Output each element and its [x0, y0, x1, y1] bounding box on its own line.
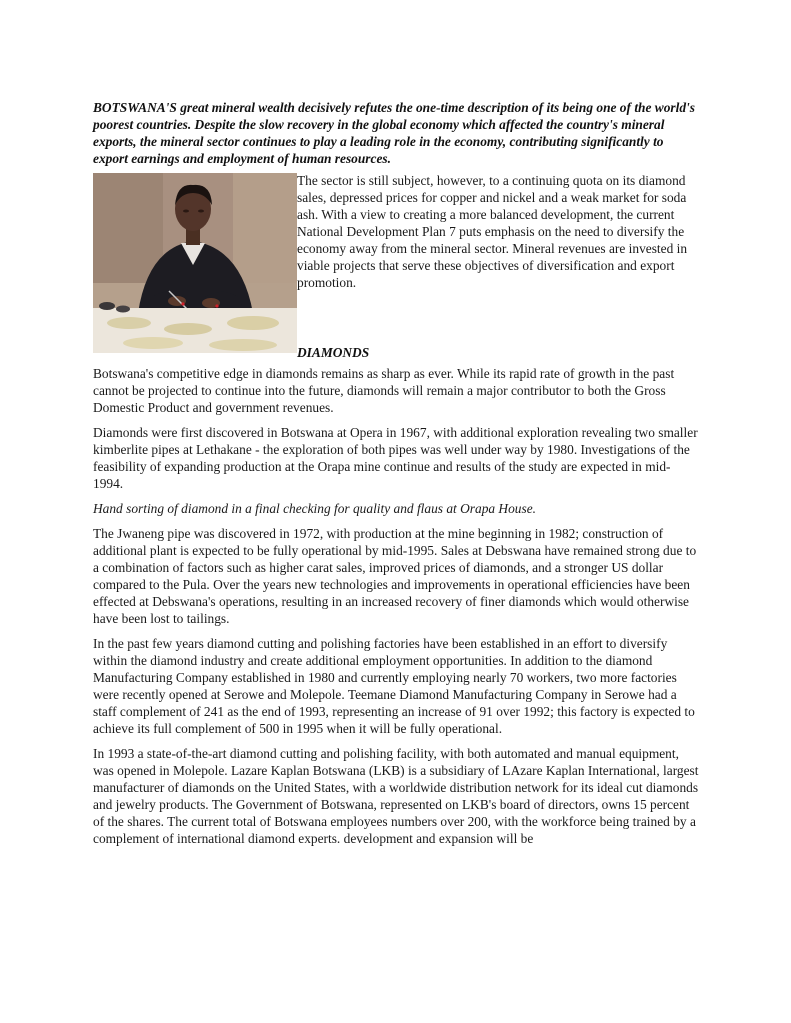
figure-row — [93, 173, 699, 360]
intro-paragraph: BOTSWANA'S great mineral wealth decisively refutes the one-time description of its being one of the world's poorest countries. Despite the slow recovery in the global economy which affected the country's mineral exports, the mineral sector continues to play a leading role in the economy, contributing significantly to export earnings and employment of human resources. — [93, 100, 695, 166]
body-paragraph: Diamonds were first discovered in Botswana at Opera in 1967, with additional exploration revealing two smaller kimberlite pipes at Lethakane - the exploration of both pipes was well under way by 1980. Investigations of the feasibility of expanding production at the Orapa mine continue and results of the study are expected in mid-1994. — [93, 425, 698, 491]
side-paragraph: The sector is still subject, however, to a continuing quota on its diamond sales, depressed prices for copper and nickel and a weak market for soda ash. With a view to creating a more balanced development, the current National Development Plan 7 puts emphasis on the need to diversify the economy away from the mineral sector. Mineral revenues are invested in viable projects that serve these objectives of diversification and export promotion. — [297, 173, 688, 290]
photo-illustration — [93, 173, 297, 353]
section-heading-diamonds: DIAMONDS — [297, 345, 370, 360]
body-paragraph: In the past few years diamond cutting and polishing factories have been established in an effort to diversify within the diamond industry and create additional employment opportunities. In addition to the diamond Manufacturing Company established in 1980 and currently employing nearly 70 workers, two more factories were recently opened at Serowe and Molepole. Teemane Diamond Manufacturing Company in Serowe had a staff complement of 241 as the end of 1993, representing an increase of 91 over 1992; this factory is expected to achieve its full complement of 500 in 1995 when it will be fully operational. — [93, 636, 695, 736]
body-paragraph: Botswana's competitive edge in diamonds remains as sharp as ever. While its rapid rate of growth in the past cannot be projected to continue into the future, diamonds will remain a major contributor to both the Gross Domestic Product and government revenues. — [93, 366, 675, 415]
body-paragraph: In 1993 a state-of-the-art diamond cutting and polishing facility, with both automated and manual equipment, was opened in Molepole. Lazare Kaplan Botswana (LKB) is a subsidiary of LAzare Kaplan International, largest manufacturer of diamonds on the United States, with a worldwide distribution network for its ideal cut diamonds and jewelry products. The Government of Botswana, represented on LKB's board of directors, owns 15 percent of the shares. The current total of Botswana employees numbers over 200, with the workforce being trained by a complement of international diamond experts. development and expansion will be — [93, 746, 699, 846]
body-paragraph: The Jwaneng pipe was discovered in 1972, with production at the mine beginning in 1982; construction of additional plant is expected to be fully operational by mid-1995. Sales at Debswana have remained strong due to a combination of factors such as higher carat sales, improved prices of diamonds, and a stronger US dollar compared to the Pula. Over the years new technologies and improvements in operational efficiencies have been effected at Debswana's operations, resulting in an increased recovery of finer diamonds which would otherwise have been lost to tailings. — [93, 526, 697, 626]
diamond-sorting-photo — [93, 173, 297, 353]
photo-caption: Hand sorting of diamond in a final checking for quality and flaus at Orapa House. — [93, 501, 536, 516]
document-page — [93, 99, 699, 855]
